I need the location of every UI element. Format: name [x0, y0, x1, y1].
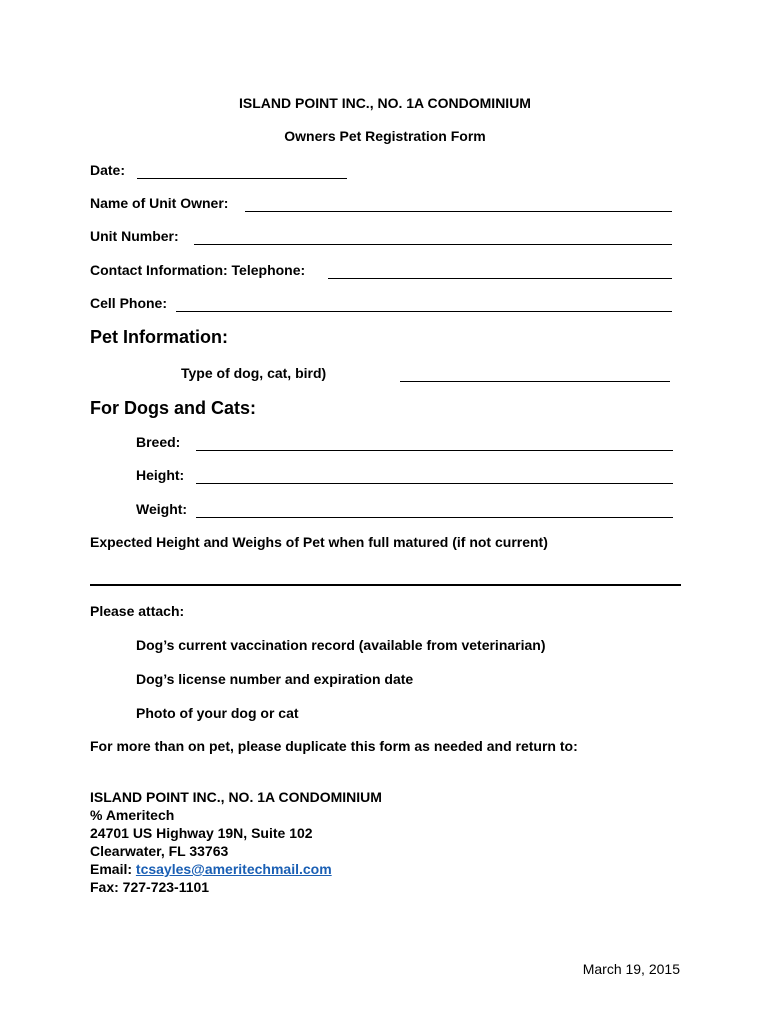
height-label: Height: — [136, 467, 185, 483]
email-label: Email: — [90, 861, 136, 877]
breed-field[interactable] — [196, 434, 673, 451]
pet-info-heading: Pet Information: — [90, 327, 228, 347]
owner-name-label: Name of Unit Owner: — [90, 195, 229, 211]
dogs-cats-heading: For Dogs and Cats: — [90, 398, 257, 418]
attach-heading: Please attach: — [90, 603, 185, 619]
address-line-3: 24701 US Highway 19N, Suite 102 — [90, 825, 313, 841]
weight-label: Weight: — [136, 501, 188, 517]
form-title: ISLAND POINT INC., NO. 1A CONDOMINIUM — [239, 95, 531, 111]
return-note: For more than on pet, please duplicate this form as needed and return to: — [90, 738, 578, 754]
address-line-1: ISLAND POINT INC., NO. 1A CONDOMINIUM — [90, 789, 382, 805]
pet-type-label: Type of dog, cat, bird) — [181, 365, 327, 381]
address-line-4: Clearwater, FL 33763 — [90, 843, 229, 859]
height-field[interactable] — [196, 467, 673, 484]
telephone-field[interactable] — [328, 262, 672, 279]
expected-size-field[interactable] — [90, 584, 681, 586]
address-block — [90, 788, 382, 896]
weight-field[interactable] — [196, 501, 673, 518]
pet-type-field[interactable] — [400, 365, 670, 382]
cell-phone-field[interactable] — [176, 295, 672, 312]
email-link[interactable]: tcsayles@ameritechmail.com — [135, 861, 332, 877]
fax-line: Fax: 727-723-1101 — [90, 879, 210, 895]
unit-number-label: Unit Number: — [90, 228, 179, 244]
date-label: Date: — [90, 162, 126, 178]
owner-name-field[interactable] — [245, 195, 672, 212]
attach-item-vaccination: Dog’s current vaccination record (available from veterinarian) — [136, 637, 546, 653]
date-field[interactable] — [137, 162, 347, 179]
unit-number-field[interactable] — [194, 228, 672, 245]
expected-size-label: Expected Height and Weighs of Pet when full matured (if not current) — [90, 534, 548, 550]
attach-item-photo: Photo of your dog or cat — [136, 705, 299, 721]
attach-item-license: Dog’s license number and expiration date — [136, 671, 414, 687]
telephone-label: Contact Information: Telephone: — [90, 262, 306, 278]
cell-phone-label: Cell Phone: — [90, 295, 168, 311]
email-line — [90, 860, 382, 878]
form-subtitle: Owners Pet Registration Form — [284, 128, 486, 144]
address-line-2: % Ameritech — [90, 807, 175, 823]
footer-date: March 19, 2015 — [582, 961, 680, 977]
breed-label: Breed: — [136, 434, 181, 450]
